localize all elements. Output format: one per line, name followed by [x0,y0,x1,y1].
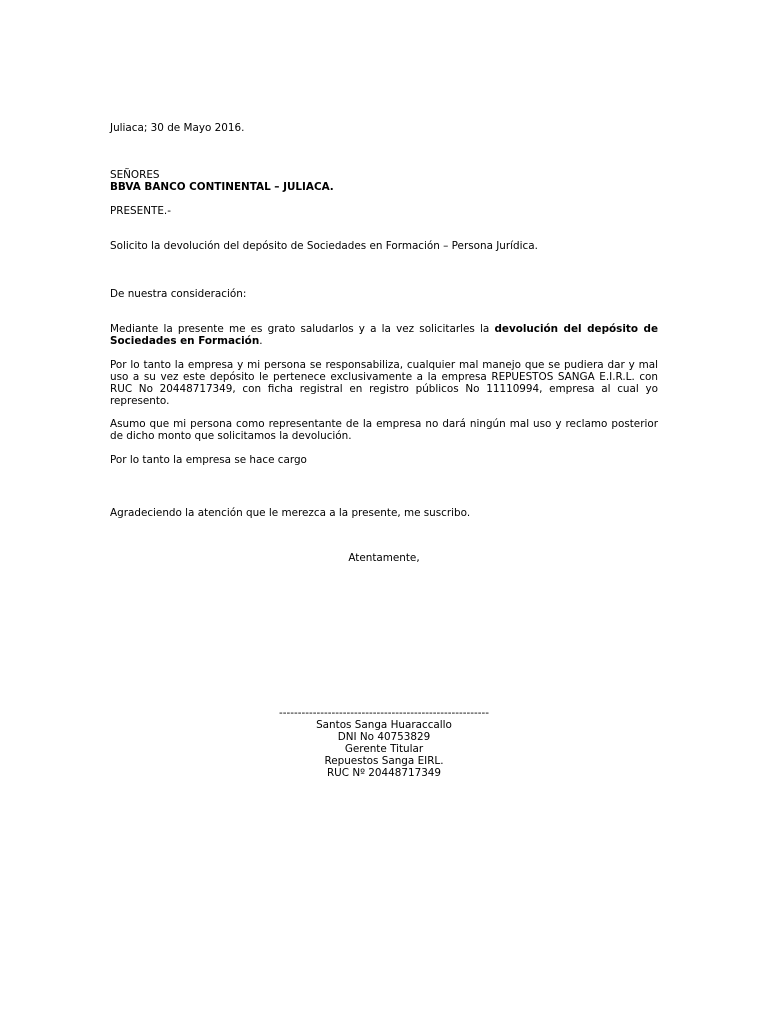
recipient-name: BBVA BANCO CONTINENTAL – JULIACA. [110,181,334,193]
signature-company: Repuestos Sanga EIRL. [324,755,444,767]
presente-line: PRESENTE.- [110,205,171,217]
paragraph-request-text: Mediante la presente me es grato saludarlos y a la vez solicitarles la [110,323,495,335]
paragraph-request-line-1 [110,323,658,335]
farewell-line: Atentamente, [348,552,420,564]
letter-date: Juliaca; 30 de Mayo 2016. [110,122,245,134]
signature-name: Santos Sanga Huaraccallo [316,719,452,731]
recipient-block [110,169,658,193]
subject-line: Solicito la devolución del depósito de Sociedades en Formación – Persona Jurídica. [110,240,538,252]
paragraph-responsibility [110,359,658,407]
paragraph-request-line-2 [110,335,658,347]
paragraph-responsibility-line-1: Por lo tanto la empresa y mi persona se responsabiliza, cualquier mal manejo que se pudiera dar y mal [110,359,658,371]
greeting-line: De nuestra consideración: [110,288,247,300]
signature-title: Gerente Titular [344,743,424,755]
recipient-label: SEÑORES [110,169,160,181]
paragraph-assumption [110,418,658,442]
signature-ruc: RUC Nº 20448717349 [326,767,442,779]
signature-block [0,707,768,779]
signature-dni: DNI No 40753829 [337,731,431,743]
signature-line: -------------------------------------------------------- [279,707,489,719]
paragraph-assumption-line-1: Asumo que mi persona como representante de la empresa no dará ningún mal uso y reclamo posterior [110,418,658,430]
paragraph-charge: Por lo tanto la empresa se hace cargo [110,454,307,466]
paragraph-responsibility-line-2: uso a su vez este depósito le pertenece exclusivamente a la empresa REPUESTOS SANGA E.I.R.L. con [110,371,658,383]
paragraph-request [110,323,658,347]
paragraph-responsibility-line-4: represento. [110,395,170,407]
paragraph-assumption-line-2: de dicho monto que solicitamos la devolución. [110,430,352,442]
closing-line: Agradeciendo la atención que le merezca a la presente, me suscribo. [110,507,471,519]
paragraph-request-end: . [259,335,263,347]
paragraph-request-bold-b: Sociedades en Formación [110,335,260,347]
paragraph-request-bold-a: devolución del depósito de [494,323,658,335]
paragraph-responsibility-line-3: RUC No 20448717349, con ficha registral en registro públicos No 11110994, empresa al cual yo [110,383,658,395]
